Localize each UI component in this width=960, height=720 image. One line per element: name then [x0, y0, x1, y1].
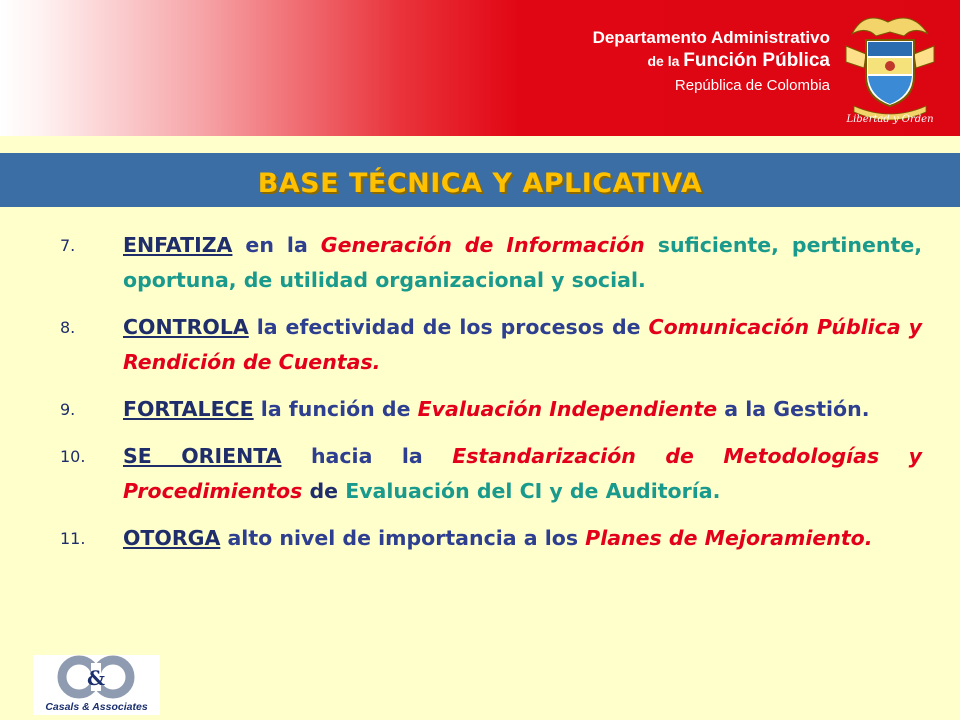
list-item-emphasis: Evaluación Independiente	[417, 397, 718, 421]
svg-text:&: &	[86, 666, 106, 690]
dept-line-2-main: Función Pública	[683, 50, 830, 71]
list-item	[60, 310, 922, 380]
list-item	[60, 521, 922, 556]
list-item-number: 8.	[60, 318, 76, 337]
list-item-number: 11.	[60, 529, 86, 548]
list-item-emphasis: Generación de Información	[320, 233, 645, 257]
list-item-verb: CONTROLA	[123, 315, 249, 339]
dept-line-2	[593, 49, 830, 73]
list-item	[60, 439, 922, 509]
casals-logo-mark-icon	[33, 655, 160, 701]
list-item-verb: FORTALECE	[123, 397, 254, 421]
colombia-coat-of-arms-icon	[842, 6, 938, 130]
list-item-number: 7.	[60, 236, 76, 255]
dept-line-1: Departamento Administrativo	[592, 28, 830, 47]
list-item-text: hacia la	[281, 444, 453, 468]
list-item-text: la efectividad de los procesos de	[248, 315, 649, 339]
header-banner	[0, 0, 960, 136]
list-item-verb: OTORGA	[123, 526, 221, 550]
list-item-text: suficiente, pertinente, oportuna, de utilidad organizacional y social.	[123, 233, 923, 292]
logo-caption: Casals & Associates	[45, 701, 148, 713]
casals-associates-logo	[33, 655, 160, 715]
list-item-number: 10.	[60, 447, 86, 466]
list-item-verb: SE ORIENTA	[123, 444, 282, 468]
list-item-emphasis: Planes de Mejoramiento.	[585, 526, 873, 550]
list-item-verb: ENFATIZA	[123, 233, 233, 257]
crest-motto: Libertad y Orden	[846, 114, 934, 125]
list-item-text: alto nivel de importancia a los	[220, 526, 586, 550]
list-item	[60, 392, 922, 427]
list-item-text: en la	[232, 233, 321, 257]
dept-line-3: República de Colombia	[674, 77, 830, 94]
list-item-number: 9.	[60, 400, 76, 419]
list-item-text: a la Gestión.	[717, 397, 870, 421]
list-item-text: Evaluación del CI y de Auditoría.	[345, 479, 721, 503]
list-item-emphasis: Estandarización de Metodologías y Procedimientos	[123, 444, 923, 503]
list-item	[60, 228, 922, 298]
list-item-text: de	[302, 479, 346, 503]
list-item-text: la función de	[253, 397, 418, 421]
slide-title: BASE TÉCNICA Y APLICATIVA	[257, 168, 703, 199]
list-item-emphasis: Comunicación Pública y Rendición de Cuentas.	[123, 315, 922, 374]
department-name	[593, 27, 830, 97]
dept-line-2-prefix: de la	[647, 53, 680, 69]
numbered-list	[60, 228, 922, 568]
